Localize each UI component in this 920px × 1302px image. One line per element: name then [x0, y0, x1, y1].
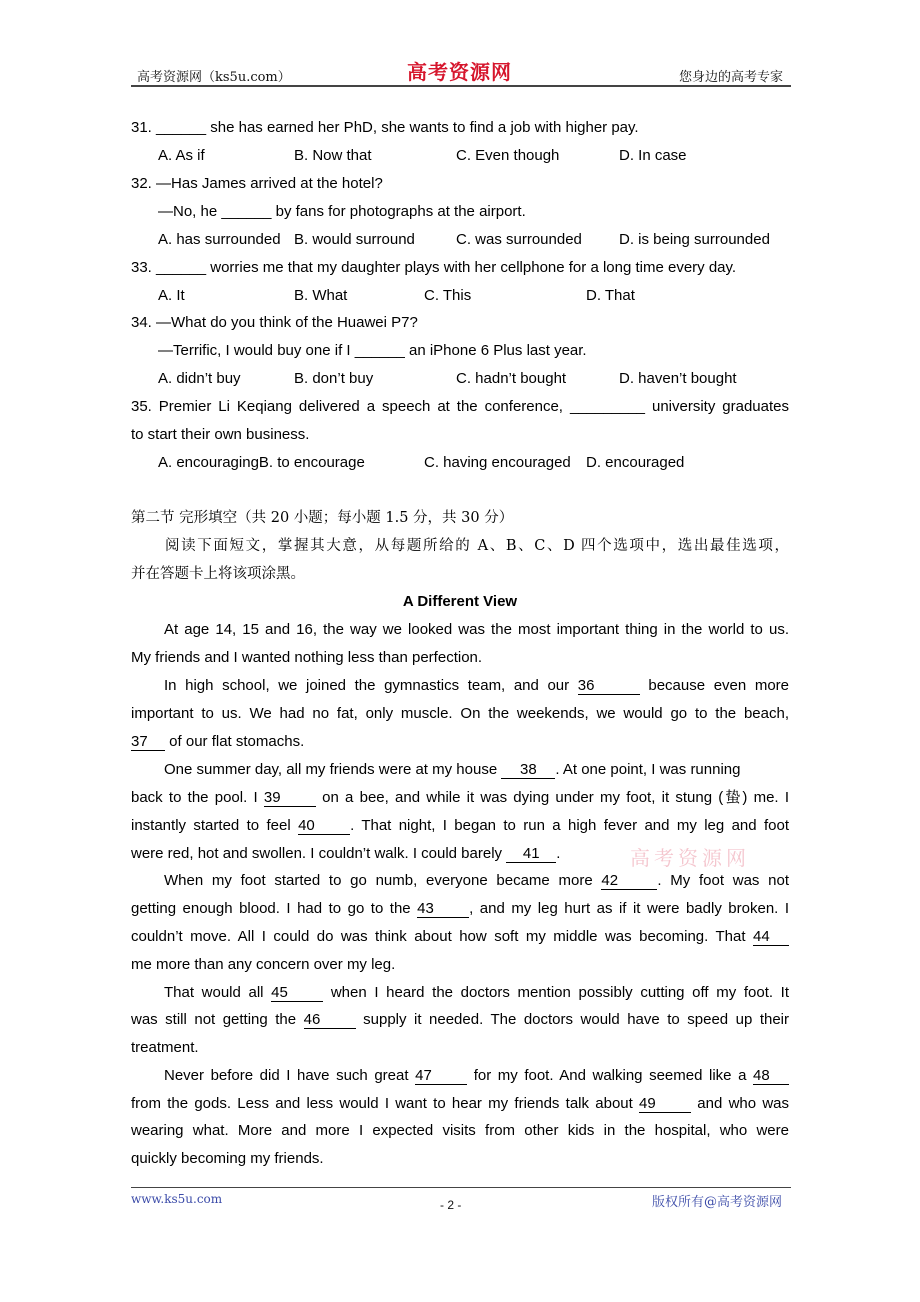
option-d: D. In case [619, 147, 687, 164]
footer-divider [131, 1187, 791, 1188]
option-c: C. was surrounded [456, 231, 582, 248]
option-d: D. haven’t bought [619, 370, 737, 387]
passage-line: One summer day, all my friends were at my house 38 . At one point, I was running [164, 761, 741, 778]
cloze-blank-36: 36 [578, 678, 640, 695]
header-divider [131, 85, 791, 87]
option-b: B. don’t buy [294, 370, 374, 387]
header-logo: 高考资源网 [407, 60, 512, 84]
question-32-reply: —No, he ______ by fans for photographs at the airport. [158, 203, 526, 220]
cloze-blank-39: 39 [264, 790, 316, 807]
cloze-blank-40: 40 [298, 818, 350, 835]
question-34-stem: 34. —What do you think of the Huawei P7? [131, 314, 418, 331]
section-instruction: 阅读下面短文，掌握其大意，从每题所给的 A、B、C、D 四个选项中，选出最佳选项， [165, 538, 789, 554]
option-d: D. is being surrounded [619, 231, 770, 248]
option-b: B. would surround [294, 231, 415, 248]
answer-blank: ______ [156, 259, 207, 276]
option-a: A. It [158, 287, 185, 304]
passage-line: getting enough blood. I had to go to the 43 , and my leg hurt as if it were badly broken. I [131, 900, 789, 917]
page-header [131, 56, 791, 86]
answer-blank: ______ [354, 342, 405, 359]
option-c: C. hadn’t bought [456, 370, 567, 387]
question-32-stem: 32. —Has James arrived at the hotel? [131, 175, 383, 192]
option-a: A. didn’t buy [158, 370, 241, 387]
option-b: B. Now that [294, 147, 372, 164]
passage-line: couldn’t move. All I could do was think about how soft my middle was becoming. That 44 [131, 927, 789, 947]
header-site-name: 高考资源网（ks5u.com） [137, 70, 291, 85]
passage-line: In high school, we joined the gymnastics team, and our 36 because even more [164, 677, 789, 694]
question-35-stem-cont: to start their own business. [131, 426, 310, 443]
question-31-stem: 31. ______ she has earned her PhD, she wants to find a job with higher pay. [131, 119, 639, 136]
question-35-stem: 35. Premier Li Keqiang delivered a speech at the conference, _________ university graduates [131, 398, 790, 415]
passage-line: 37 of our flat stomachs. [131, 733, 305, 750]
passage-line: treatment. [131, 1039, 199, 1056]
passage-title: A Different View [402, 593, 518, 610]
passage-line: were red, hot and swollen. I couldn’t walk. I could barely 41 . [131, 845, 561, 862]
footer-site-link[interactable]: www.ks5u.com [131, 1192, 223, 1206]
question-34-reply: —Terrific, I would buy one if I ______ an iPhone 6 Plus last year. [158, 342, 587, 359]
passage-line: back to the pool. I 39 on a bee, and while it was dying under my foot, it stung (蛰) me. I [131, 789, 789, 806]
question-33-stem: 33. ______ worries me that my daughter plays with her cellphone for a long time every day. [131, 259, 737, 276]
cloze-blank-46: 46 [304, 1012, 356, 1029]
cloze-blank-44: 44 [753, 929, 789, 946]
cloze-blank-43: 43 [417, 901, 469, 918]
option-c: C. Even though [456, 147, 560, 164]
option-a-b: A. encouragingB. to encourage [158, 454, 365, 471]
option-c: C. having encouraged [424, 454, 571, 471]
option-a: A. As if [158, 147, 205, 164]
header-slogan: 您身边的高考专家 [678, 70, 783, 85]
cloze-blank-47: 47 [415, 1068, 467, 1085]
passage-line: quickly becoming my friends. [131, 1150, 324, 1167]
cloze-blank-38: 38 [501, 762, 555, 779]
passage-line: When my foot started to go numb, everyone became more 42 . My foot was not [164, 872, 789, 889]
passage-line: My friends and I wanted nothing less than perfection. [131, 649, 483, 666]
watermark: 高考资源网 [630, 846, 750, 870]
passage-line: At age 14, 15 and 16, the way we looked was the most important thing in the world to us. [164, 621, 789, 638]
cloze-blank-49: 49 [639, 1096, 691, 1113]
passage-line: from the gods. Less and less would I want to hear my friends talk about 49 and who was [131, 1095, 789, 1112]
passage-line: That would all 45 when I heard the doctors mention possibly cutting off my foot. It [164, 984, 790, 1001]
passage-line: instantly started to feel 40 . That night, I began to run a high fever and my leg and foot [131, 817, 789, 834]
passage-line: wearing what. More and more I expected visits from other kids in the hospital, who were [131, 1122, 789, 1139]
cloze-blank-45: 45 [271, 985, 323, 1002]
answer-blank: ______ [156, 119, 207, 136]
passage-line: important to us. We had no fat, only muscle. On the weekends, we would go to the beach, [131, 705, 789, 722]
passage-line: me more than any concern over my leg. [131, 956, 396, 973]
option-b: B. What [294, 287, 348, 304]
section-instruction-cont: 并在答题卡上将该项涂黑。 [131, 566, 305, 582]
option-d: D. That [586, 287, 635, 304]
passage-line: Never before did I have such great 47 for my foot. And walking seemed like a 48 [164, 1066, 789, 1086]
footer-copyright: 版权所有@高考资源网 [651, 1195, 782, 1210]
page-number: - 2 - [440, 1198, 462, 1212]
passage-line: was still not getting the 46 supply it needed. The doctors would have to speed up their [131, 1011, 790, 1028]
cloze-blank-37: 37 [131, 734, 165, 751]
cloze-blank-41: 41 [506, 846, 556, 863]
answer-blank: _________ [569, 398, 646, 415]
answer-blank: ______ [221, 203, 272, 220]
option-c: C. This [424, 287, 472, 304]
cloze-blank-48: 48 [753, 1068, 789, 1085]
option-d: D. encouraged [586, 454, 685, 471]
section-heading: 第二节 完形填空（共 20 小题；每小题 1.5 分，共 30 分） [131, 510, 514, 526]
option-a: A. has surrounded [158, 231, 281, 248]
cloze-blank-42: 42 [601, 873, 657, 890]
